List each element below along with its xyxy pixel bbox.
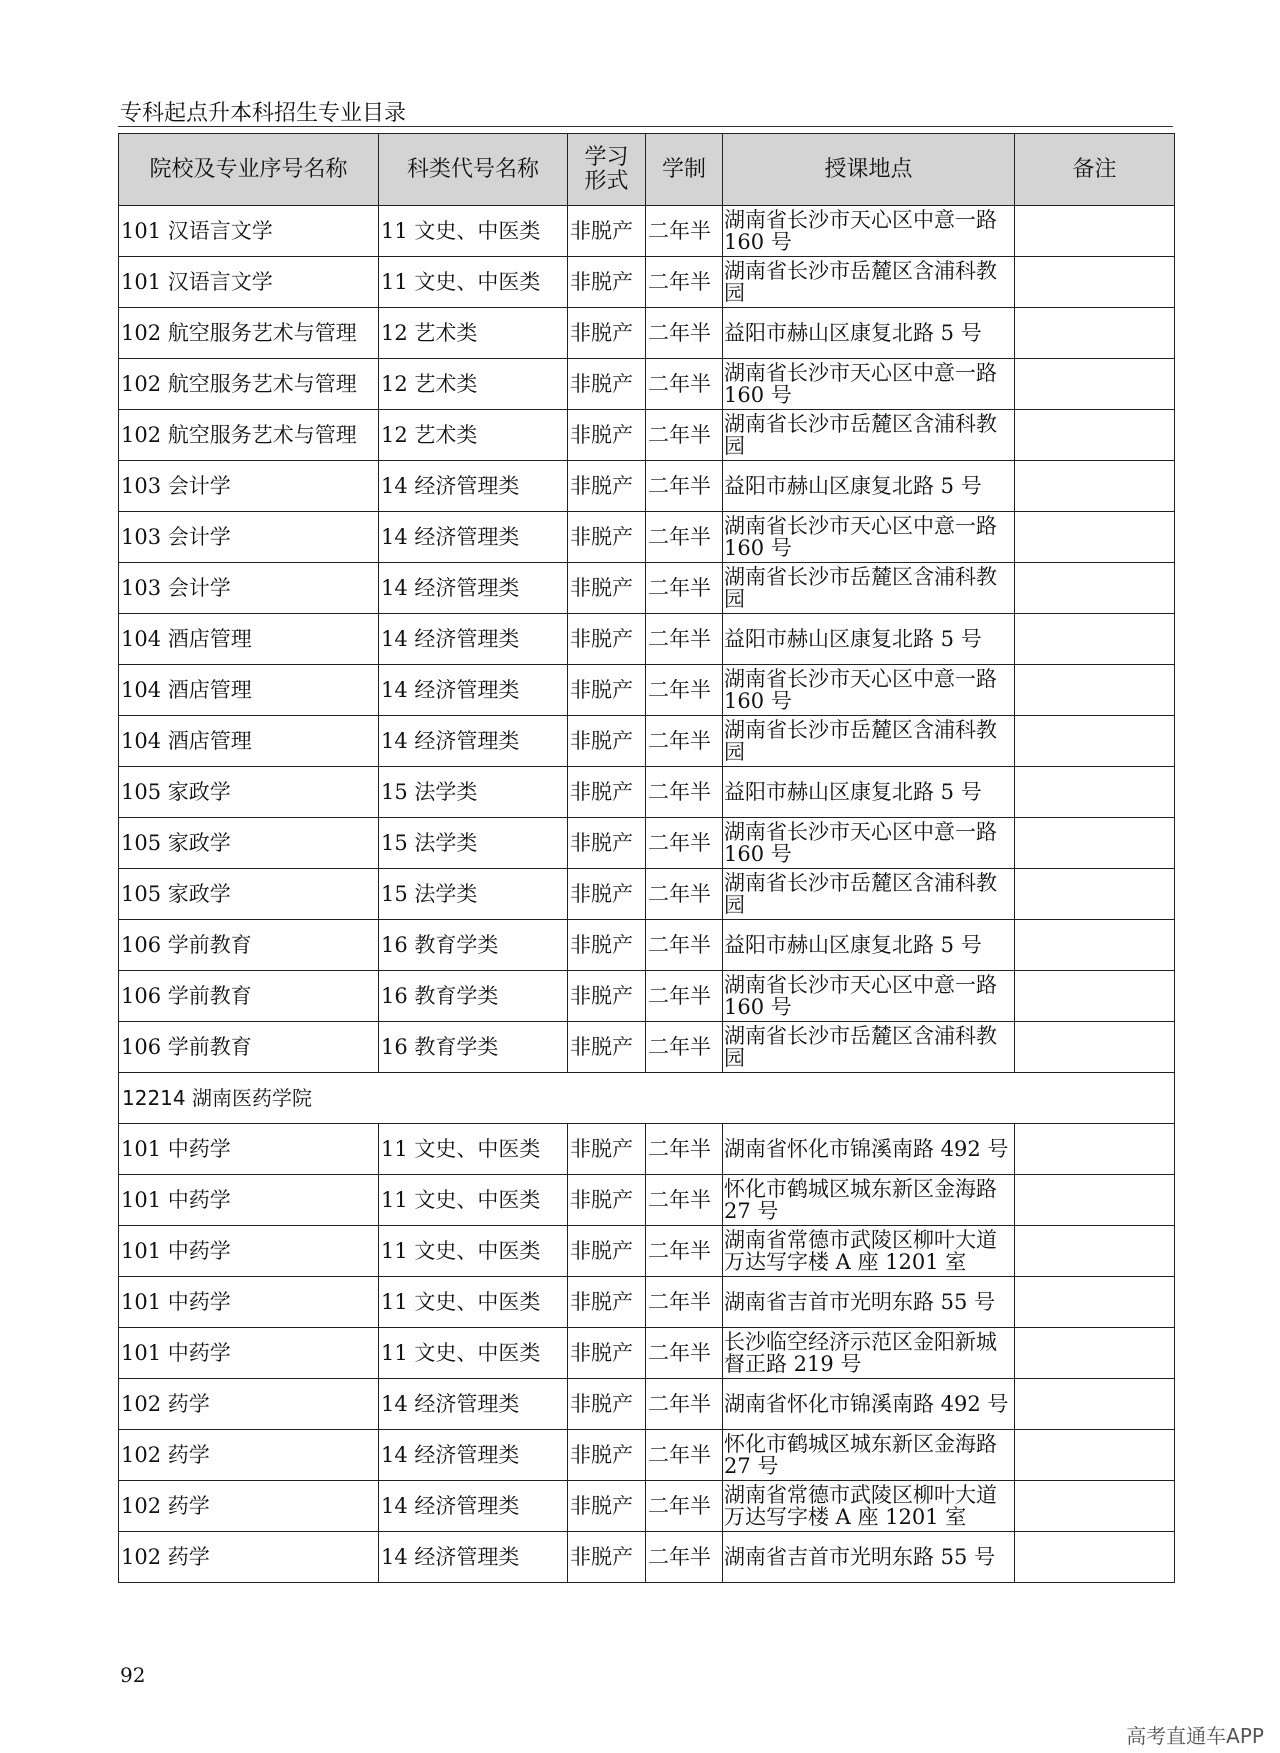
cell-program: 101 中药学 [119, 1328, 379, 1379]
cell-location: 湖南省长沙市天心区中意一路 160 号 [723, 359, 1015, 410]
cell-location: 湖南省长沙市岳麓区含浦科教园 [723, 563, 1015, 614]
cell-mode: 非脱产 [568, 1532, 646, 1583]
cell-duration: 二年半 [646, 257, 723, 308]
table-header-row [119, 134, 1175, 206]
cell-program: 105 家政学 [119, 767, 379, 818]
table-row [119, 461, 1175, 512]
cell-category: 11 文史、中医类 [379, 206, 568, 257]
cell-notes [1015, 1481, 1175, 1532]
cell-category: 14 经济管理类 [379, 614, 568, 665]
cell-duration: 二年半 [646, 1430, 723, 1481]
cell-notes [1015, 1124, 1175, 1175]
cell-location: 湖南省长沙市岳麓区含浦科教园 [723, 1022, 1015, 1073]
table-row [119, 614, 1175, 665]
table-row [119, 1481, 1175, 1532]
table-row [119, 512, 1175, 563]
page-header-title: 专科起点升本科招生专业目录 [120, 101, 407, 126]
institution-name: 12214 湖南医药学院 [119, 1073, 1175, 1124]
cell-duration: 二年半 [646, 1022, 723, 1073]
cell-program: 106 学前教育 [119, 971, 379, 1022]
cell-program: 106 学前教育 [119, 920, 379, 971]
cell-mode: 非脱产 [568, 665, 646, 716]
cell-location: 湖南省常德市武陵区柳叶大道万达写字楼 A 座 1201 室 [723, 1226, 1015, 1277]
watermark: 高考直通车APP [1126, 1724, 1264, 1748]
cell-mode: 非脱产 [568, 1481, 646, 1532]
cell-category: 14 经济管理类 [379, 665, 568, 716]
cell-duration: 二年半 [646, 1481, 723, 1532]
column-header-location: 授课地点 [723, 134, 1015, 206]
cell-notes [1015, 461, 1175, 512]
table-row [119, 206, 1175, 257]
cell-location: 湖南省长沙市天心区中意一路 160 号 [723, 665, 1015, 716]
cell-location: 湖南省长沙市岳麓区含浦科教园 [723, 869, 1015, 920]
cell-program: 102 航空服务艺术与管理 [119, 359, 379, 410]
cell-notes [1015, 1379, 1175, 1430]
cell-notes [1015, 665, 1175, 716]
table-row [119, 665, 1175, 716]
cell-category: 15 法学类 [379, 869, 568, 920]
cell-program: 103 会计学 [119, 512, 379, 563]
cell-category: 16 教育学类 [379, 920, 568, 971]
cell-location: 湖南省长沙市岳麓区含浦科教园 [723, 257, 1015, 308]
cell-notes [1015, 716, 1175, 767]
cell-duration: 二年半 [646, 818, 723, 869]
cell-notes [1015, 1328, 1175, 1379]
cell-program: 101 中药学 [119, 1277, 379, 1328]
cell-duration: 二年半 [646, 971, 723, 1022]
cell-program: 104 酒店管理 [119, 716, 379, 767]
cell-category: 12 艺术类 [379, 410, 568, 461]
cell-duration: 二年半 [646, 206, 723, 257]
program-catalog-table [118, 133, 1175, 1583]
cell-mode: 非脱产 [568, 1328, 646, 1379]
cell-mode: 非脱产 [568, 308, 646, 359]
table-row [119, 767, 1175, 818]
cell-category: 14 经济管理类 [379, 461, 568, 512]
cell-program: 102 药学 [119, 1379, 379, 1430]
table-row [119, 818, 1175, 869]
cell-category: 15 法学类 [379, 818, 568, 869]
cell-location: 湖南省长沙市天心区中意一路 160 号 [723, 206, 1015, 257]
cell-category: 11 文史、中医类 [379, 257, 568, 308]
cell-duration: 二年半 [646, 1379, 723, 1430]
cell-category: 15 法学类 [379, 767, 568, 818]
cell-category: 16 教育学类 [379, 1022, 568, 1073]
header-rule [118, 126, 1173, 127]
cell-program: 105 家政学 [119, 818, 379, 869]
cell-location: 湖南省长沙市天心区中意一路 160 号 [723, 512, 1015, 563]
cell-program: 101 中药学 [119, 1124, 379, 1175]
cell-category: 14 经济管理类 [379, 512, 568, 563]
cell-duration: 二年半 [646, 1532, 723, 1583]
page-number: 92 [120, 1663, 146, 1687]
cell-duration: 二年半 [646, 512, 723, 563]
cell-location: 益阳市赫山区康复北路 5 号 [723, 614, 1015, 665]
cell-location: 湖南省长沙市天心区中意一路 160 号 [723, 971, 1015, 1022]
cell-location: 湖南省怀化市锦溪南路 492 号 [723, 1379, 1015, 1430]
cell-mode: 非脱产 [568, 869, 646, 920]
cell-program: 101 中药学 [119, 1226, 379, 1277]
table-row [119, 1328, 1175, 1379]
cell-location: 湖南省常德市武陵区柳叶大道万达写字楼 A 座 1201 室 [723, 1481, 1015, 1532]
cell-mode: 非脱产 [568, 767, 646, 818]
cell-category: 14 经济管理类 [379, 716, 568, 767]
cell-notes [1015, 1022, 1175, 1073]
cell-location: 益阳市赫山区康复北路 5 号 [723, 920, 1015, 971]
cell-notes [1015, 257, 1175, 308]
cell-mode: 非脱产 [568, 1022, 646, 1073]
cell-mode: 非脱产 [568, 461, 646, 512]
cell-notes [1015, 1226, 1175, 1277]
cell-mode: 非脱产 [568, 716, 646, 767]
table-row [119, 1277, 1175, 1328]
cell-duration: 二年半 [646, 563, 723, 614]
cell-duration: 二年半 [646, 359, 723, 410]
institution-group-row [119, 1073, 1175, 1124]
cell-program: 101 汉语言文学 [119, 206, 379, 257]
cell-mode: 非脱产 [568, 1379, 646, 1430]
cell-location: 益阳市赫山区康复北路 5 号 [723, 767, 1015, 818]
cell-mode: 非脱产 [568, 971, 646, 1022]
table-row [119, 1532, 1175, 1583]
table-row [119, 869, 1175, 920]
table-row [119, 1022, 1175, 1073]
cell-location: 怀化市鹤城区城东新区金海路 27 号 [723, 1430, 1015, 1481]
cell-notes [1015, 1277, 1175, 1328]
table-row [119, 308, 1175, 359]
cell-location: 湖南省怀化市锦溪南路 492 号 [723, 1124, 1015, 1175]
cell-category: 14 经济管理类 [379, 1379, 568, 1430]
cell-program: 102 航空服务艺术与管理 [119, 410, 379, 461]
cell-location: 湖南省长沙市岳麓区含浦科教园 [723, 716, 1015, 767]
cell-notes [1015, 869, 1175, 920]
cell-program: 104 酒店管理 [119, 665, 379, 716]
cell-mode: 非脱产 [568, 359, 646, 410]
cell-notes [1015, 920, 1175, 971]
cell-duration: 二年半 [646, 665, 723, 716]
cell-category: 16 教育学类 [379, 971, 568, 1022]
cell-duration: 二年半 [646, 716, 723, 767]
cell-notes [1015, 563, 1175, 614]
cell-duration: 二年半 [646, 1124, 723, 1175]
cell-duration: 二年半 [646, 614, 723, 665]
cell-mode: 非脱产 [568, 1277, 646, 1328]
cell-notes [1015, 767, 1175, 818]
cell-program: 105 家政学 [119, 869, 379, 920]
cell-program: 103 会计学 [119, 461, 379, 512]
cell-notes [1015, 206, 1175, 257]
cell-category: 11 文史、中医类 [379, 1226, 568, 1277]
cell-duration: 二年半 [646, 1277, 723, 1328]
cell-category: 14 经济管理类 [379, 1481, 568, 1532]
table-row [119, 257, 1175, 308]
cell-location: 怀化市鹤城区城东新区金海路 27 号 [723, 1175, 1015, 1226]
cell-notes [1015, 1430, 1175, 1481]
cell-mode: 非脱产 [568, 1430, 646, 1481]
cell-location: 益阳市赫山区康复北路 5 号 [723, 308, 1015, 359]
cell-program: 102 航空服务艺术与管理 [119, 308, 379, 359]
cell-location: 湖南省长沙市天心区中意一路 160 号 [723, 818, 1015, 869]
cell-duration: 二年半 [646, 767, 723, 818]
table-body [119, 206, 1175, 1583]
cell-duration: 二年半 [646, 308, 723, 359]
cell-location: 长沙临空经济示范区金阳新城督正路 219 号 [723, 1328, 1015, 1379]
cell-mode: 非脱产 [568, 818, 646, 869]
cell-duration: 二年半 [646, 1328, 723, 1379]
cell-notes [1015, 359, 1175, 410]
cell-program: 102 药学 [119, 1430, 379, 1481]
cell-mode: 非脱产 [568, 257, 646, 308]
cell-mode: 非脱产 [568, 206, 646, 257]
cell-notes [1015, 1532, 1175, 1583]
table-row [119, 1430, 1175, 1481]
table-row [119, 1226, 1175, 1277]
table-row [119, 920, 1175, 971]
cell-program: 102 药学 [119, 1532, 379, 1583]
column-header-mode: 学习 形式 [568, 134, 646, 206]
cell-program: 101 中药学 [119, 1175, 379, 1226]
column-header-category: 科类代号名称 [379, 134, 568, 206]
cell-program: 103 会计学 [119, 563, 379, 614]
cell-notes [1015, 614, 1175, 665]
cell-notes [1015, 410, 1175, 461]
table-row [119, 359, 1175, 410]
table-row [119, 1124, 1175, 1175]
cell-mode: 非脱产 [568, 1175, 646, 1226]
cell-program: 101 汉语言文学 [119, 257, 379, 308]
cell-program: 102 药学 [119, 1481, 379, 1532]
cell-notes [1015, 308, 1175, 359]
cell-duration: 二年半 [646, 410, 723, 461]
cell-mode: 非脱产 [568, 512, 646, 563]
cell-mode: 非脱产 [568, 614, 646, 665]
table-row [119, 1379, 1175, 1430]
table-row [119, 1175, 1175, 1226]
cell-mode: 非脱产 [568, 920, 646, 971]
table-row [119, 410, 1175, 461]
cell-mode: 非脱产 [568, 1124, 646, 1175]
cell-location: 湖南省长沙市岳麓区含浦科教园 [723, 410, 1015, 461]
cell-notes [1015, 1175, 1175, 1226]
cell-duration: 二年半 [646, 1226, 723, 1277]
cell-program: 106 学前教育 [119, 1022, 379, 1073]
cell-duration: 二年半 [646, 920, 723, 971]
cell-mode: 非脱产 [568, 410, 646, 461]
cell-category: 11 文史、中医类 [379, 1175, 568, 1226]
cell-category: 12 艺术类 [379, 308, 568, 359]
cell-category: 11 文史、中医类 [379, 1328, 568, 1379]
cell-notes [1015, 818, 1175, 869]
cell-category: 11 文史、中医类 [379, 1124, 568, 1175]
cell-notes [1015, 512, 1175, 563]
table-row [119, 563, 1175, 614]
cell-program: 104 酒店管理 [119, 614, 379, 665]
cell-location: 湖南省吉首市光明东路 55 号 [723, 1532, 1015, 1583]
column-header-duration: 学制 [646, 134, 723, 206]
cell-category: 12 艺术类 [379, 359, 568, 410]
cell-location: 益阳市赫山区康复北路 5 号 [723, 461, 1015, 512]
column-header-program: 院校及专业序号名称 [119, 134, 379, 206]
cell-duration: 二年半 [646, 869, 723, 920]
cell-duration: 二年半 [646, 1175, 723, 1226]
cell-mode: 非脱产 [568, 1226, 646, 1277]
cell-notes [1015, 971, 1175, 1022]
cell-category: 14 经济管理类 [379, 1532, 568, 1583]
cell-category: 14 经济管理类 [379, 1430, 568, 1481]
cell-category: 11 文史、中医类 [379, 1277, 568, 1328]
table-row [119, 716, 1175, 767]
column-header-notes: 备注 [1015, 134, 1175, 206]
table-row [119, 971, 1175, 1022]
cell-category: 14 经济管理类 [379, 563, 568, 614]
cell-duration: 二年半 [646, 461, 723, 512]
cell-mode: 非脱产 [568, 563, 646, 614]
cell-location: 湖南省吉首市光明东路 55 号 [723, 1277, 1015, 1328]
